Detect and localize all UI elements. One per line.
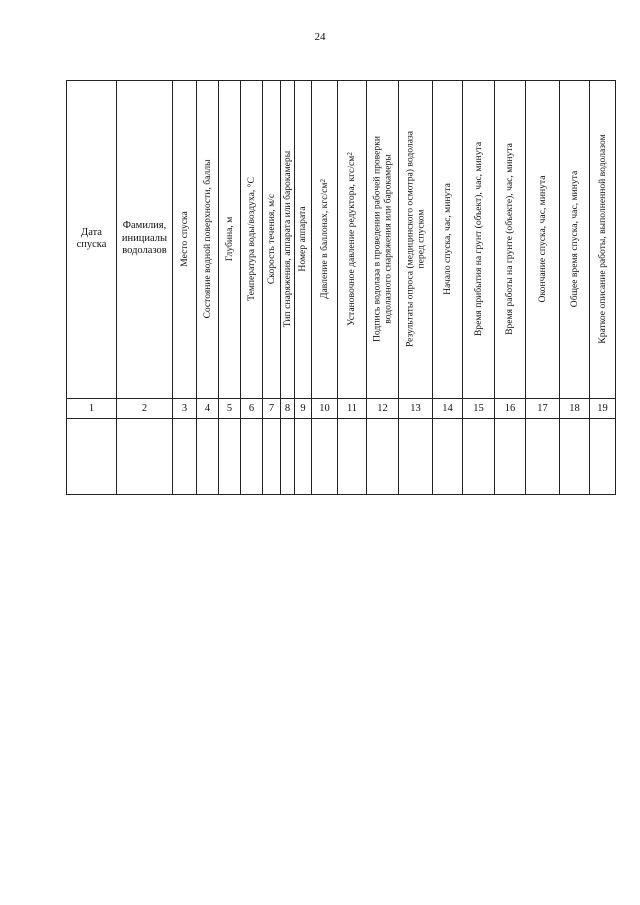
column-label: Тип снаряжения, аппарата или барокамеры: [281, 150, 293, 328]
column-label: Номер аппарата: [296, 206, 308, 272]
column-number-cell: 14: [442, 402, 453, 414]
column-label: Время работы на грунте (объекте), час, минута: [503, 143, 515, 335]
column-number-cell: 1: [88, 402, 95, 414]
header-cell-3: [173, 80, 196, 398]
header-cell-2: [117, 80, 172, 398]
header-cell-14: [433, 80, 462, 398]
empty-entry-cell[interactable]: [117, 419, 172, 494]
column-label: Дата спуска: [76, 226, 107, 250]
header-cell-17: [526, 80, 559, 398]
column-label: Скорость течения, м/с: [265, 193, 277, 285]
column-label: Давление в баллонах, кгс/$см^2$: [318, 178, 330, 300]
empty-entry-cell[interactable]: [312, 419, 337, 494]
column-label: Начало спуска, час, минута: [441, 183, 453, 295]
column-number-cell: 13: [410, 402, 421, 414]
column-number-cell: 7: [268, 402, 275, 414]
column-border-19: [615, 80, 616, 495]
column-label: Окончание спуска, час, минута: [536, 175, 548, 303]
header-cell-18: [560, 80, 589, 398]
empty-entry-cell[interactable]: [433, 419, 462, 494]
superscript-2: 2: [318, 178, 327, 183]
empty-entry-cell[interactable]: [197, 419, 218, 494]
header-cell-19: [590, 80, 615, 398]
column-label: Общее время спуска, час, минута: [568, 170, 580, 308]
empty-entry-cell[interactable]: [173, 419, 196, 494]
header-cell-16: [495, 80, 525, 398]
empty-entry-cell[interactable]: [495, 419, 525, 494]
column-label: Фамилия, инициалы водолазов: [121, 220, 168, 257]
column-label: Результаты опроса (медицинского осмотра) водолаза перед спуском: [404, 130, 426, 348]
empty-entry-cell[interactable]: [526, 419, 559, 494]
column-number-cell: 19: [597, 402, 608, 414]
page-number: 24: [314, 31, 326, 43]
header-cell-11: [338, 80, 366, 398]
column-number-cell: 8: [284, 402, 291, 414]
column-label: Глубина, м: [223, 216, 235, 262]
column-number-cell: 3: [181, 402, 188, 414]
column-number-cell: 2: [141, 402, 148, 414]
header-cell-9: [295, 80, 311, 398]
column-number-cell: 5: [226, 402, 233, 414]
header-cell-5: [219, 80, 240, 398]
superscript-2: 2: [345, 152, 354, 156]
empty-entry-cell[interactable]: [338, 419, 366, 494]
empty-entry-cell[interactable]: [67, 419, 116, 494]
column-number-cell: 18: [569, 402, 580, 414]
column-label: Место спуска: [178, 211, 190, 267]
column-number-cell: 16: [504, 402, 516, 414]
empty-entry-cell[interactable]: [219, 419, 240, 494]
header-cell-12: [367, 80, 398, 398]
header-cell-8: [281, 80, 294, 398]
row-border-3: [66, 494, 616, 495]
column-number-cell: 15: [473, 402, 484, 414]
column-number-cell: 9: [300, 402, 306, 414]
column-label: Краткое описание работы, выполненной водолазом: [596, 134, 608, 344]
column-label: Время прибытия на грунт (объект), час, минута: [472, 141, 484, 337]
empty-entry-cell[interactable]: [560, 419, 589, 494]
column-number-cell: 6: [248, 402, 255, 414]
column-label: Установочное давление редуктора, кгс/$см^2$: [345, 152, 357, 326]
header-cell-4: [197, 80, 218, 398]
column-number-cell: 11: [346, 402, 358, 414]
column-number-cell: 10: [319, 402, 330, 414]
header-cell-15: [463, 80, 494, 398]
column-number-cell: 4: [204, 402, 211, 414]
empty-entry-cell[interactable]: [281, 419, 294, 494]
column-number-cell: 12: [377, 402, 388, 414]
empty-entry-cell[interactable]: [463, 419, 494, 494]
header-cell-7: [263, 80, 280, 398]
empty-entry-cell[interactable]: [590, 419, 615, 494]
header-cell-6: [241, 80, 262, 398]
column-number-cell: 17: [537, 402, 548, 414]
column-label: Температура воды/воздуха, °С: [245, 177, 257, 301]
empty-entry-cell[interactable]: [399, 419, 432, 494]
empty-entry-cell[interactable]: [263, 419, 280, 494]
empty-entry-cell[interactable]: [241, 419, 262, 494]
header-cell-13: [399, 80, 432, 398]
empty-entry-cell[interactable]: [295, 419, 311, 494]
column-label: Состояние водной поверхности, баллы: [201, 159, 213, 319]
header-cell-10: [312, 80, 337, 398]
column-label: Подпись водолаза в проведении рабочей проверки водолазного снаряжения или барокамеры: [371, 136, 393, 343]
empty-entry-cell[interactable]: [367, 419, 398, 494]
header-cell-1: [67, 80, 116, 398]
